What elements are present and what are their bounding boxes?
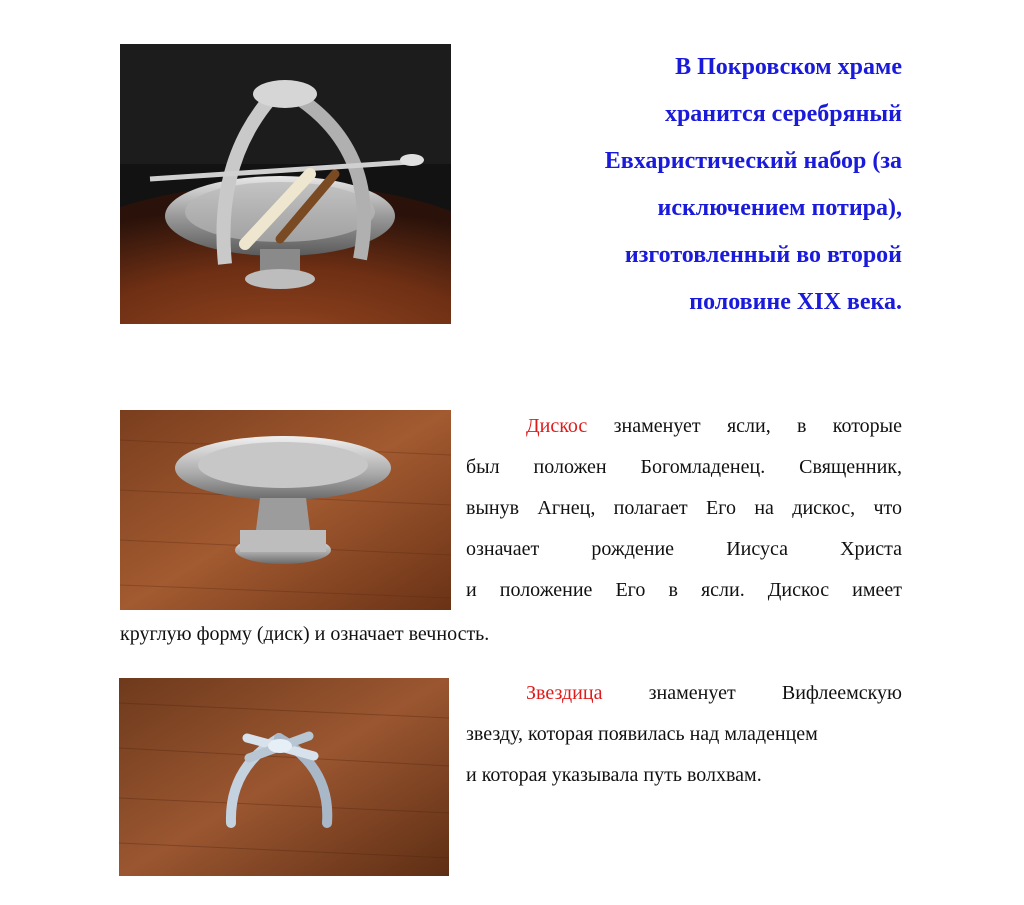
star-first-line (466, 673, 902, 714)
star-paragraph (466, 673, 902, 796)
intro-line: изготовленный во второй (624, 242, 902, 268)
intro-line: Евхаристический набор (за (604, 148, 902, 174)
star-line: звезду, которая появилась над младенцем (466, 723, 818, 745)
diskos-line: и положение Его в ясли. Дискос имеет (466, 579, 902, 601)
intro-line: половине XIX века. (689, 289, 902, 315)
diskos-term: Дискос (526, 415, 588, 437)
diskos-line: был положен Богомладенец. Священник, (466, 456, 902, 478)
star-term: Звездица (526, 682, 603, 704)
diskos-first-line-text: знаменует ясли, в которые (587, 415, 902, 437)
eucharistic-set-photo (120, 44, 451, 324)
diskos-line: означает рождение Иисуса Христа (466, 538, 902, 560)
intro-line: исключением потира), (657, 195, 902, 221)
diskos-line: вынув Агнец, полагает Его на дискос, что (466, 497, 902, 519)
diskos-tail-line: круглую форму (диск) и означает вечность. (120, 623, 490, 645)
diskos-paragraph (466, 406, 902, 611)
diskos-paragraph-tail (120, 614, 902, 655)
star-photo (119, 678, 449, 876)
intro-line: В Покровском храме (675, 54, 902, 80)
star-line: и которая указывала путь волхвам. (466, 764, 762, 786)
intro-line: хранится серебряный (664, 101, 902, 127)
diskos-first-line (466, 406, 902, 447)
intro-heading (540, 44, 902, 326)
diskos-photo (120, 410, 451, 610)
star-first-line-text: знаменует Вифлеемскую (602, 682, 902, 704)
